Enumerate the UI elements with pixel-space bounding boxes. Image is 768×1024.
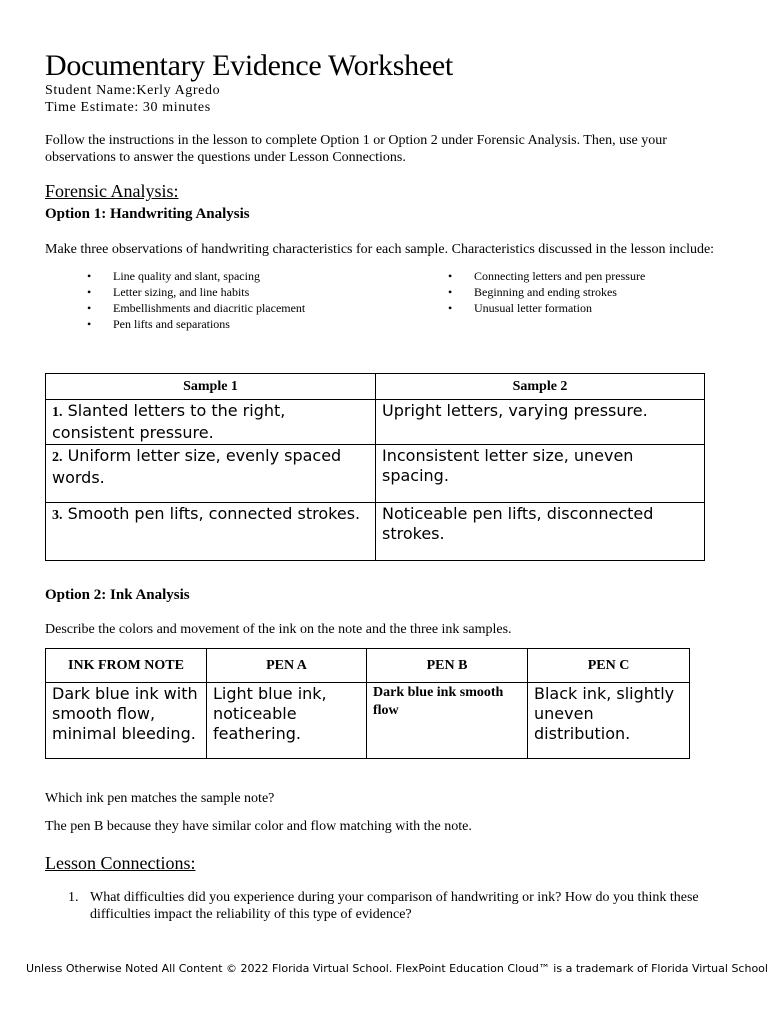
sample2-observation-3[interactable]: Noticeable pen lifts, disconnected strokes. [376, 503, 705, 561]
list-item: • Pen lifts and separations [87, 316, 407, 332]
lesson-connections-heading: Lesson Connections: [45, 853, 196, 873]
lesson-questions [45, 889, 725, 923]
option2-heading: Option 2: Ink Analysis [45, 587, 190, 603]
table-header-pen-c: PEN C [528, 649, 690, 683]
cell-text: Smooth pen lifts, connected strokes. [67, 504, 361, 523]
list-item: • Embellishments and diacritic placement [87, 300, 407, 316]
handwriting-table [45, 373, 705, 561]
list-item: • Beginning and ending strokes [448, 284, 748, 300]
table-row [46, 445, 705, 503]
table-header-sample2: Sample 2 [376, 374, 705, 400]
page-title: Documentary Evidence Worksheet [45, 49, 453, 82]
matching-question: Which ink pen matches the sample note? [45, 791, 275, 806]
question-text: What difficulties did you experience during your comparison of handwriting or ink? How do you think these difficulties impact the reliability of this type of evidence? [90, 890, 699, 922]
question-number: 1. [68, 890, 79, 905]
list-item: • Connecting letters and pen pressure [448, 268, 748, 284]
table-header-pen-a: PEN A [207, 649, 367, 683]
sample1-observation-2[interactable] [46, 445, 376, 503]
ink-from-note-cell[interactable]: Dark blue ink with smooth flow, minimal bleeding. [46, 683, 207, 759]
forensic-analysis-heading: Forensic Analysis: [45, 181, 179, 201]
time-estimate: Time Estimate: 30 minutes [45, 100, 211, 115]
table-header-pen-b: PEN B [367, 649, 528, 683]
option1-heading: Option 1: Handwriting Analysis [45, 206, 250, 222]
row-number: 1. [52, 405, 63, 420]
list-item: • Letter sizing, and line habits [87, 284, 407, 300]
characteristics-list-left [87, 268, 407, 332]
table-row [46, 503, 705, 561]
row-number: 3. [52, 508, 63, 523]
list-item: • Unusual letter formation [448, 300, 748, 316]
pen-b-cell[interactable]: Dark blue ink smooth flow [367, 683, 528, 759]
student-name: Student Name:Kerly Agredo [45, 83, 221, 98]
table-row [46, 400, 705, 445]
option1-prompt: Make three observations of handwriting characteristics for each sample. Characteristics discussed in the lesson include: [45, 242, 715, 257]
sample1-observation-3[interactable] [46, 503, 376, 561]
row-number: 2. [52, 450, 63, 465]
sample2-observation-1[interactable]: Upright letters, varying pressure. [376, 400, 705, 445]
matching-answer[interactable]: The pen B because they have similar color and flow matching with the note. [45, 819, 472, 834]
option2-prompt: Describe the colors and movement of the ink on the note and the three ink samples. [45, 622, 512, 637]
cell-text: Uniform letter size, evenly spaced words. [52, 446, 342, 487]
cell-text: Slanted letters to the right, consistent pressure. [52, 401, 286, 442]
sample1-observation-1[interactable] [46, 400, 376, 445]
ink-table [45, 648, 690, 759]
pen-c-cell[interactable]: Black ink, slightly uneven distribution. [528, 683, 690, 759]
list-item [45, 889, 725, 923]
characteristics-list-right [448, 268, 748, 316]
instructions: Follow the instructions in the lesson to complete Option 1 or Option 2 under Forensic Analysis. Then, use your observations to answer the questions under Lesson Connections. [45, 133, 667, 165]
table-header-sample1: Sample 1 [46, 374, 376, 400]
footer-copyright: Unless Otherwise Noted All Content © 2022 Florida Virtual School. FlexPoint Education Cloud™ is a trademark of Florida Virtual School [26, 962, 768, 975]
list-item: • Line quality and slant, spacing [87, 268, 407, 284]
sample2-observation-2[interactable]: Inconsistent letter size, uneven spacing. [376, 445, 705, 503]
table-row [46, 683, 690, 759]
table-header-ink-from-note: INK FROM NOTE [46, 649, 207, 683]
pen-a-cell[interactable]: Light blue ink, noticeable feathering. [207, 683, 367, 759]
